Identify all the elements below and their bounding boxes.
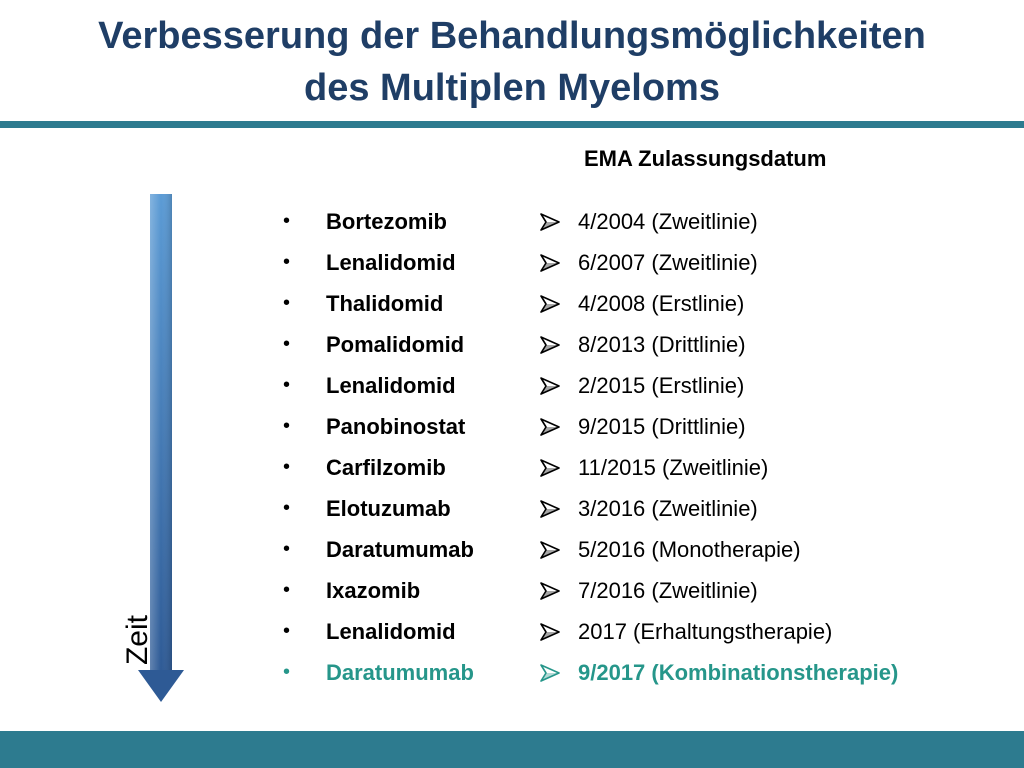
list-item	[0, 406, 1024, 447]
drug-name: Bortezomib	[326, 209, 447, 234]
arrow-bullet-icon	[540, 447, 562, 488]
arrow-bullet-icon	[540, 283, 562, 324]
bullet-icon: •	[283, 333, 291, 355]
approval-date: 5/2016 (Monotherapie)	[578, 537, 801, 562]
list-item	[0, 529, 1024, 570]
approval-date: 2/2015 (Erstlinie)	[578, 373, 745, 398]
bullet-icon: •	[283, 538, 291, 560]
approval-date: 7/2016 (Zweitlinie)	[578, 578, 758, 603]
bullet-icon: •	[283, 374, 291, 396]
slide-title-line-1: Verbesserung der Behandlungsmöglichkeiten	[98, 15, 926, 57]
drug-name: Panobinostat	[326, 414, 466, 439]
title-divider	[0, 121, 1024, 128]
list-item	[0, 365, 1024, 406]
footer-bar	[0, 731, 1024, 768]
bullet-icon: •	[283, 292, 291, 314]
list-item	[0, 652, 1024, 693]
bullet-icon: •	[283, 579, 291, 601]
drug-name: Lenalidomid	[326, 250, 456, 275]
bullet-icon: •	[283, 251, 291, 273]
list-item	[0, 447, 1024, 488]
drug-name: Lenalidomid	[326, 373, 456, 398]
arrow-bullet-icon	[540, 652, 562, 693]
approval-date: 9/2015 (Drittlinie)	[578, 414, 746, 439]
list-item	[0, 201, 1024, 242]
slide-title	[0, 10, 1024, 114]
approval-date: 6/2007 (Zweitlinie)	[578, 250, 758, 275]
drug-name: Ixazomib	[326, 578, 421, 603]
approval-date: 3/2016 (Zweitlinie)	[578, 496, 758, 521]
approval-list	[0, 201, 1024, 693]
drug-name: Daratumumab	[326, 537, 474, 562]
timeline-label: Zeit	[121, 615, 154, 666]
list-item	[0, 242, 1024, 283]
drug-name: Carfilzomib	[326, 455, 446, 480]
list-item	[0, 488, 1024, 529]
bullet-icon: •	[283, 497, 291, 519]
column-header: EMA Zulassungsdatum	[584, 146, 827, 171]
arrow-bullet-icon	[540, 570, 562, 611]
approval-date: 8/2013 (Drittlinie)	[578, 332, 746, 357]
drug-name: Elotuzumab	[326, 496, 451, 521]
bullet-icon: •	[283, 210, 291, 232]
bullet-icon: •	[283, 661, 291, 683]
drug-name: Lenalidomid	[326, 619, 456, 644]
arrow-bullet-icon	[540, 201, 562, 242]
arrow-bullet-icon	[540, 365, 562, 406]
approval-date: 9/2017 (Kombinationstherapie)	[578, 660, 899, 685]
approval-date: 11/2015 (Zweitlinie)	[578, 455, 769, 480]
list-item	[0, 570, 1024, 611]
arrow-bullet-icon	[540, 611, 562, 652]
list-item	[0, 324, 1024, 365]
bullet-icon: •	[283, 456, 291, 478]
slide-title-line-2: des Multiplen Myeloms	[304, 67, 720, 109]
arrow-bullet-icon	[540, 242, 562, 283]
approval-date: 2017 (Erhaltungstherapie)	[578, 619, 833, 644]
list-item	[0, 283, 1024, 324]
approval-date: 4/2004 (Zweitlinie)	[578, 209, 758, 234]
bullet-icon: •	[283, 415, 291, 437]
arrow-bullet-icon	[540, 406, 562, 447]
drug-name: Thalidomid	[326, 291, 444, 316]
arrow-bullet-icon	[540, 529, 562, 570]
drug-name: Daratumumab	[326, 660, 474, 685]
bullet-icon: •	[283, 620, 291, 642]
approval-date: 4/2008 (Erstlinie)	[578, 291, 745, 316]
list-item	[0, 611, 1024, 652]
drug-name: Pomalidomid	[326, 332, 465, 357]
arrow-bullet-icon	[540, 324, 562, 365]
arrow-bullet-icon	[540, 488, 562, 529]
